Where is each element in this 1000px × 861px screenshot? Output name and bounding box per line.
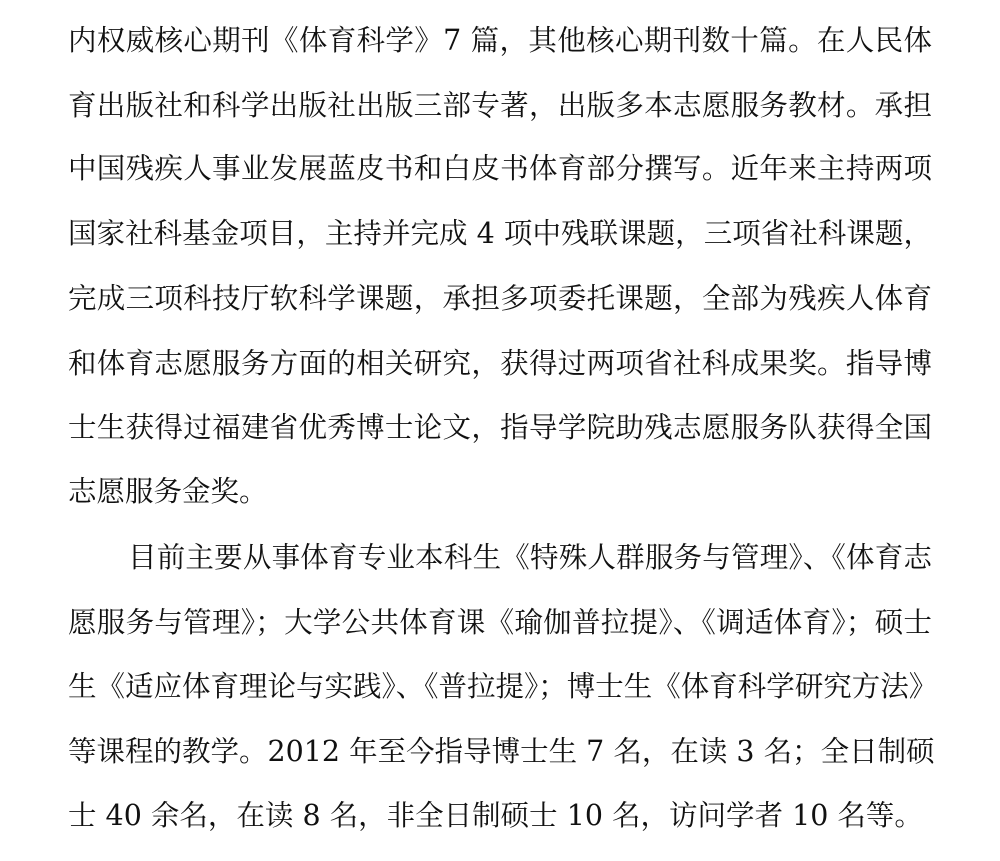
text-line: 志愿服务金奖。 — [68, 475, 268, 508]
text-line: 生《适应体育理论与实践》、《普拉提》；博士生《体育科学研究方法》 — [68, 670, 938, 703]
text-line: 育出版社和科学出版社出版三部专著，出版多本志愿服务教材。承担 — [68, 89, 932, 122]
text-line: 和体育志愿服务方面的相关研究，获得过两项省社科成果奖。指导博 — [68, 347, 932, 380]
text-line: 国家社科基金项目，主持并完成 4 项中残联课题，三项省社科课题， — [68, 217, 932, 250]
text-line: 中国残疾人事业发展蓝皮书和白皮书体育部分撰写。近年来主持两项 — [68, 152, 932, 185]
text-line: 士生获得过福建省优秀博士论文，指导学院助残志愿服务队获得全国 — [68, 411, 932, 444]
text-line: 士 40 余名，在读 8 名，非全日制硕士 10 名，访问学者 10 名等。 — [68, 799, 923, 832]
text-line: 目前主要从事体育专业本科生《特殊人群服务与管理》、《体育志 — [128, 541, 932, 574]
text-line: 内权威核心期刊《体育科学》7 篇，其他核心期刊数十篇。在人民体 — [68, 24, 932, 57]
text-line: 完成三项科技厅软科学课题，承担多项委托课题，全部为残疾人体育 — [68, 282, 932, 315]
text-line: 等课程的教学。2012 年至今指导博士生 7 名，在读 3 名；全日制硕 — [68, 735, 935, 768]
text-line: 愿服务与管理》；大学公共体育课《瑜伽普拉提》、《调适体育》；硕士 — [68, 606, 932, 639]
